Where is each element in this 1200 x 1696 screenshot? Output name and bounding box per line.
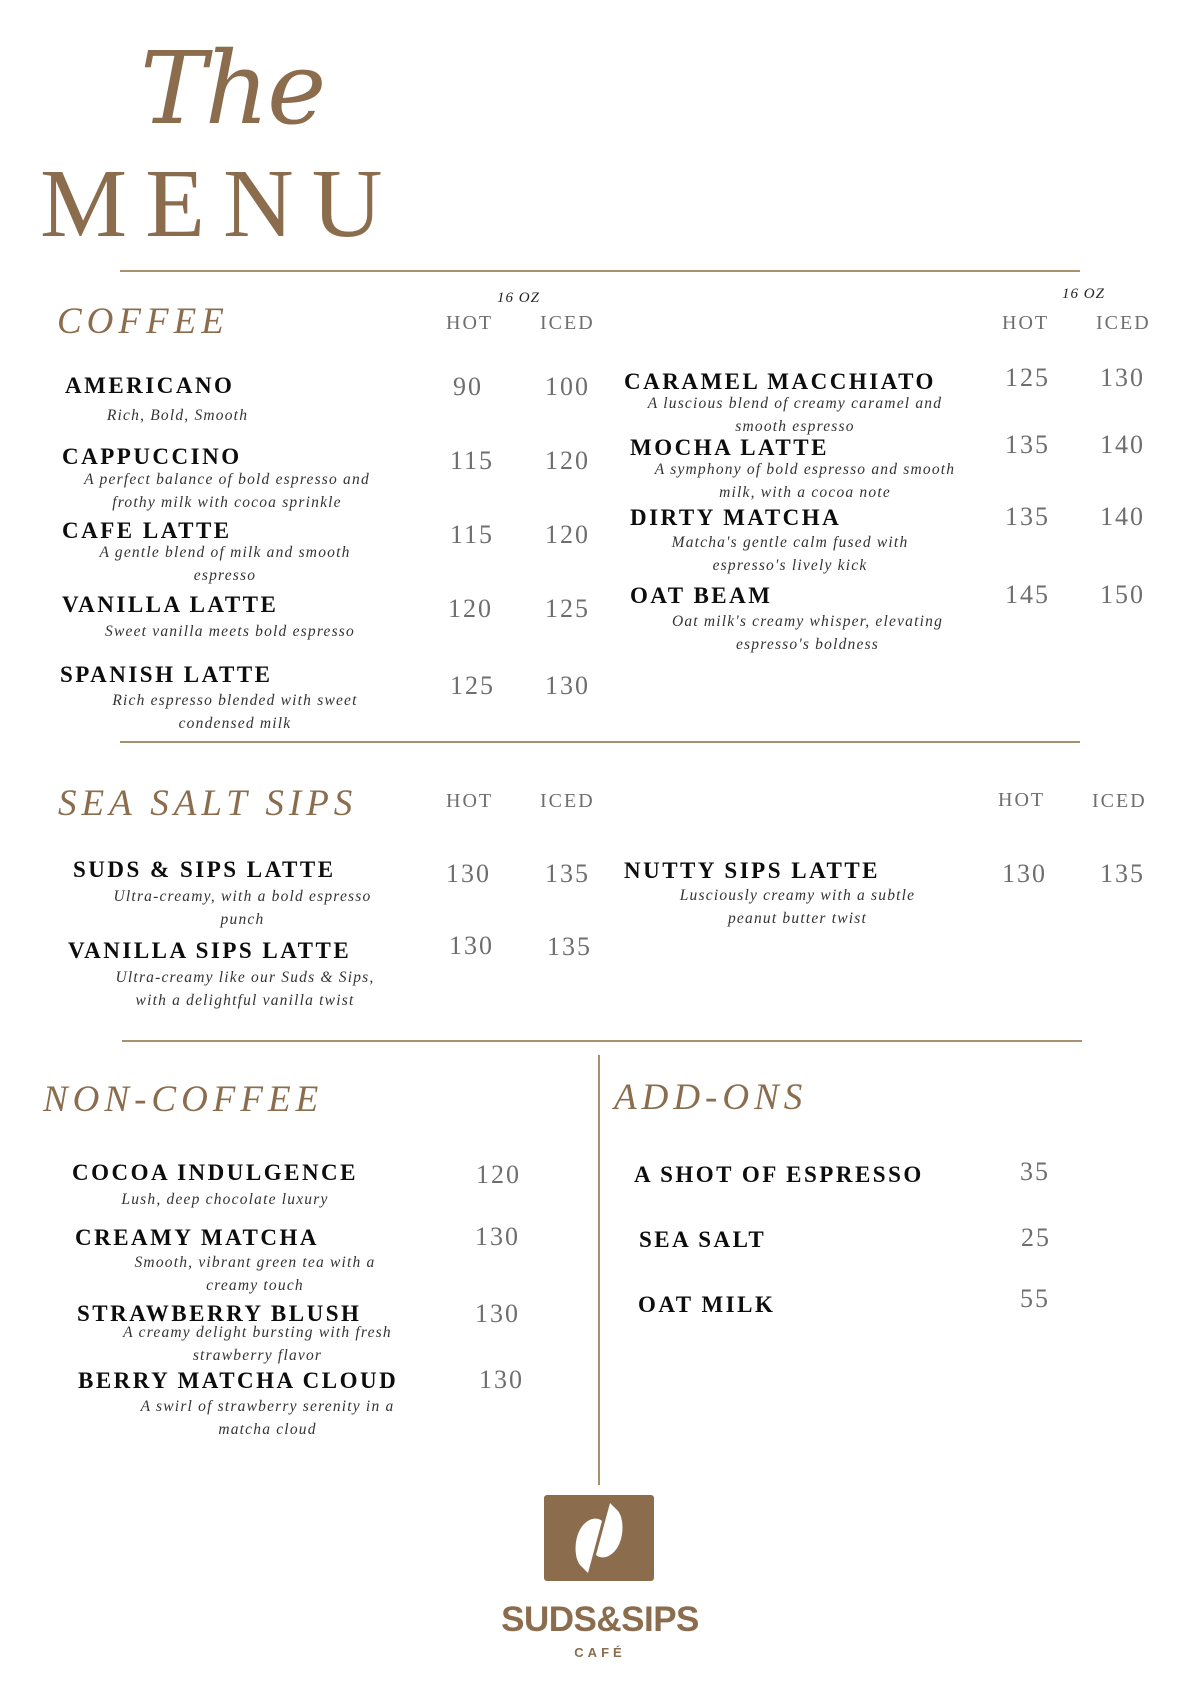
brand-logo-mark <box>544 1495 654 1581</box>
item-name: OAT BEAM <box>630 583 773 608</box>
coffee-size-label-left: 16 OZ <box>497 290 540 306</box>
item-description: Rich, Bold, Smooth <box>106 407 249 424</box>
brand-name: SUDS&SIPS <box>501 1600 699 1639</box>
coffee-size-label-right: 16 OZ <box>1062 286 1105 302</box>
item-name: VANILLA LATTE <box>62 592 279 617</box>
item-description: A perfect balance of bold espresso and frothy milk with cocoa sprinkle <box>84 471 370 511</box>
price-iced: 130 <box>545 671 590 700</box>
price-hot: 125 <box>450 671 495 700</box>
item-description: Ultra-creamy like our Suds & Sips, with a delightful vanilla twist <box>115 969 375 1009</box>
item-description: Smooth, vibrant green tea with a creamy touch <box>134 1254 376 1294</box>
sea-salt-hot-header-right: HOT <box>998 789 1046 811</box>
price-iced: 120 <box>545 446 590 475</box>
price-iced: 100 <box>545 372 590 401</box>
item-description: Lush, deep chocolate luxury <box>121 1191 329 1208</box>
item-description: Matcha's gentle calm fused with espresso's lively kick <box>671 534 909 574</box>
item-name: MOCHA LATTE <box>630 435 829 460</box>
item-name: A SHOT OF ESPRESSO <box>634 1162 924 1187</box>
brand-subtitle: CAFÉ <box>574 1645 626 1660</box>
price-hot: 135 <box>1005 430 1050 459</box>
price-iced: 140 <box>1100 502 1145 531</box>
sea-salt-iced-header-right: ICED <box>1092 790 1147 812</box>
price-hot: 120 <box>448 594 493 623</box>
non-coffee-section-title: NON-COFFEE <box>43 1079 324 1120</box>
price-iced: 135 <box>1100 859 1145 888</box>
item-description: A creamy delight bursting with fresh strawberry flavor <box>123 1324 392 1364</box>
price-iced: 135 <box>547 932 592 961</box>
price-hot: 145 <box>1005 580 1050 609</box>
divider-vertical <box>598 1055 600 1485</box>
item-name: NUTTY SIPS LATTE <box>624 858 881 883</box>
sea-salt-hot-header-left: HOT <box>446 790 494 812</box>
coffee-hot-header-right: HOT <box>1002 312 1050 334</box>
price-iced: 130 <box>1100 363 1145 392</box>
price-hot: 135 <box>1005 502 1050 531</box>
item-name: AMERICANO <box>65 373 235 398</box>
item-name: CAFE LATTE <box>62 518 232 543</box>
item-description: A swirl of strawberry serenity in a matcha cloud <box>140 1398 395 1438</box>
price-hot: 115 <box>450 446 495 475</box>
coffee-iced-header-right: ICED <box>1096 312 1151 334</box>
price-iced: 135 <box>545 859 590 888</box>
header-script-word: The <box>140 30 325 147</box>
price-hot: 125 <box>1005 363 1050 392</box>
item-name: SUDS & SIPS LATTE <box>73 857 336 882</box>
price-hot: 130 <box>1002 859 1047 888</box>
price: 35 <box>1020 1157 1050 1186</box>
item-name: VANILLA SIPS LATTE <box>68 938 352 963</box>
coffee-hot-header-left: HOT <box>446 312 494 334</box>
divider-sea-salt <box>122 1040 1082 1042</box>
coffee-section-title: COFFEE <box>57 301 229 342</box>
divider-top <box>120 270 1080 272</box>
item-description: Sweet vanilla meets bold espresso <box>105 623 355 640</box>
item-description: Rich espresso blended with sweet condensed milk <box>112 692 358 732</box>
item-description: A gentle blend of milk and smooth espresso <box>99 544 351 584</box>
item-name: SPANISH LATTE <box>60 662 273 687</box>
price: 130 <box>479 1365 524 1394</box>
item-name: CARAMEL MACCHIATO <box>624 369 936 394</box>
item-name: COCOA INDULGENCE <box>72 1160 359 1185</box>
add-ons-section-title: ADD-ONS <box>614 1077 808 1118</box>
price-hot: 115 <box>450 520 495 549</box>
item-name: SEA SALT <box>639 1227 767 1252</box>
divider-coffee <box>120 741 1080 743</box>
price-hot: 130 <box>446 859 491 888</box>
price: 55 <box>1020 1284 1050 1313</box>
price-iced: 125 <box>545 594 590 623</box>
price-iced: 120 <box>545 520 590 549</box>
coffee-iced-header-left: ICED <box>540 312 595 334</box>
item-name: BERRY MATCHA CLOUD <box>78 1368 399 1393</box>
price: 130 <box>475 1299 520 1328</box>
price: 130 <box>475 1222 520 1251</box>
item-name: CAPPUCCINO <box>62 444 242 469</box>
price: 120 <box>476 1160 521 1189</box>
price-iced: 150 <box>1100 580 1145 609</box>
item-description: Lusciously creamy with a subtle peanut butter twist <box>679 887 916 927</box>
item-description: Oat milk's creamy whisper, elevating espresso's boldness <box>671 613 944 653</box>
price: 25 <box>1021 1223 1051 1252</box>
item-name: OAT MILK <box>638 1292 776 1317</box>
item-name: CREAMY MATCHA <box>75 1225 319 1250</box>
item-name: STRAWBERRY BLUSH <box>77 1301 362 1326</box>
sea-salt-iced-header-left: ICED <box>540 790 595 812</box>
item-description: A symphony of bold espresso and smooth milk, with a cocoa note <box>654 461 956 501</box>
price-hot: 130 <box>449 931 494 960</box>
logo-icon <box>544 1495 654 1581</box>
page-title: MENU <box>40 150 401 258</box>
item-name: DIRTY MATCHA <box>630 505 842 530</box>
item-description: Ultra-creamy, with a bold espresso punch <box>113 888 372 928</box>
price-hot: 90 <box>453 372 483 401</box>
price-iced: 140 <box>1100 430 1145 459</box>
item-description: A luscious blend of creamy caramel and smooth espresso <box>647 395 943 435</box>
sea-salt-section-title: SEA SALT SIPS <box>58 783 358 824</box>
